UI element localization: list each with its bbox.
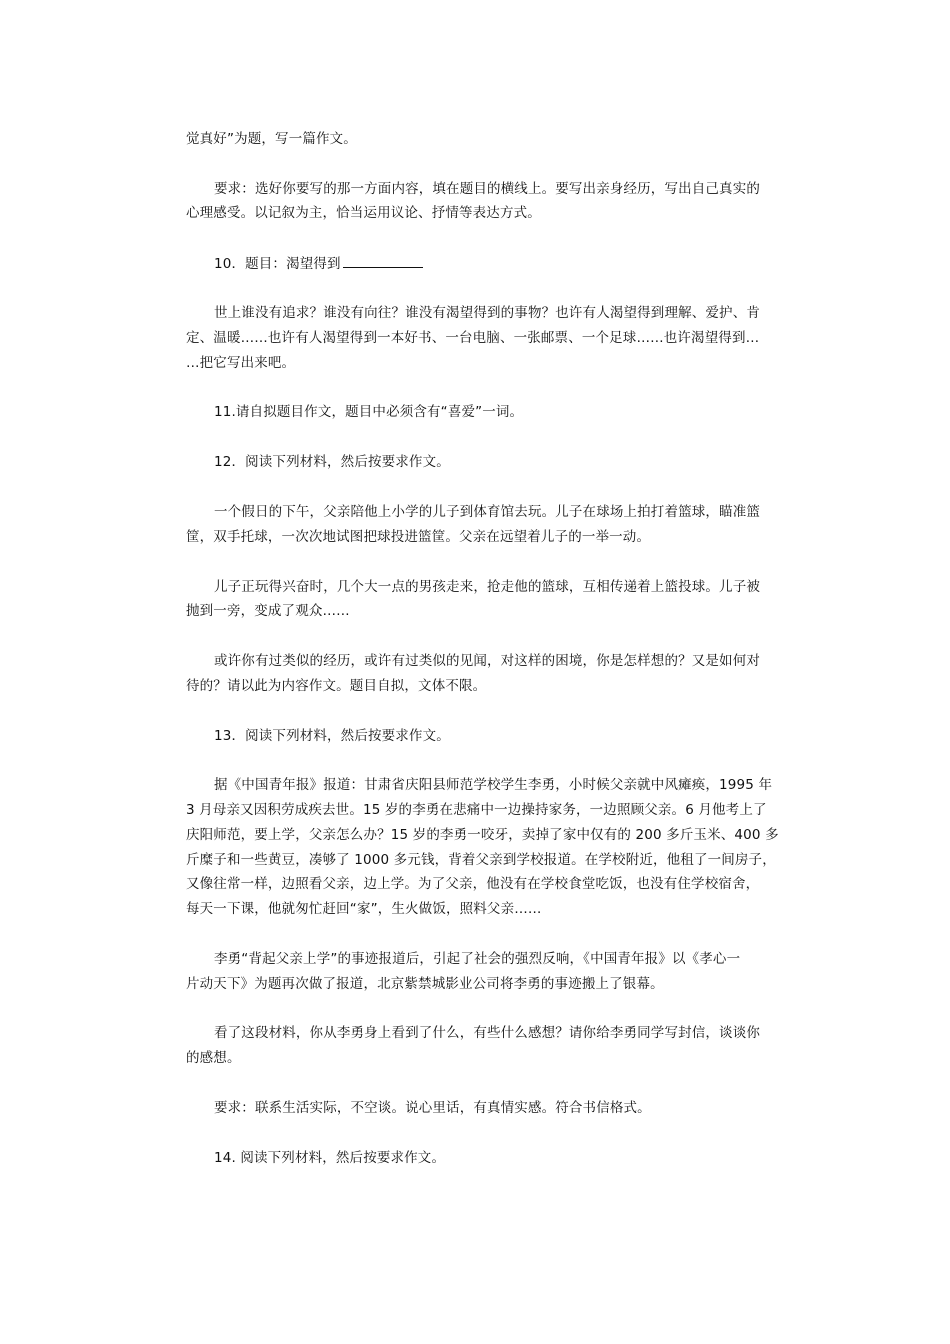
text-line: 3 月母亲又因积劳成疾去世。15 岁的李勇在悲痛中一边操持家务，一边照顾父亲。6 月他考上了 [186,802,767,818]
paragraph-first-line: 儿子正玩得兴奋时，几个大一点的男孩走来，抢走他的篮球，互相传递着上篮投球。儿子被 [214,579,760,595]
text-line: …把它写出来吧。 [186,355,296,371]
question-11: 11.请自拟题目作文，题目中必须含有“喜爱”一词。 [214,404,524,420]
text-line: 觉真好”为题，写一篇作文。 [186,131,357,147]
text-line: 抛到一旁，变成了观众…… [186,603,350,619]
paragraph-first-line: 李勇“背起父亲上学”的事迹报道后，引起了社会的强烈反响，《中国青年报》以《孝心一 [214,951,741,967]
paragraph-first-line: 要求：选好你要写的那一方面内容，填在题目的横线上。要写出亲身经历，写出自己真实的 [214,181,760,197]
text-line: 筐，双手托球，一次次地试图把球投进篮筐。父亲在远望着儿子的一举一动。 [186,529,651,545]
question-10-title [214,253,824,273]
text-line: 心理感受。以记叙为主，恰当运用议论、抒情等表达方式。 [186,205,541,221]
requirements-line: 要求：联系生活实际，不空谈。说心里话，有真情实感。符合书信格式。 [214,1100,651,1116]
question-10-text: 10．题目：渴望得到 [214,256,341,272]
paragraph-first-line: 据《中国青年报》报道：甘肃省庆阳县师范学校学生李勇，小时候父亲就中风瘫痪，1995 年 [214,777,773,793]
question-14-heading: 14. 阅读下列材料，然后按要求作文。 [214,1150,446,1166]
paragraph-first-line: 或许你有过类似的经历，或许有过类似的见闻，对这样的困境，你是怎样想的？又是如何对 [214,653,760,669]
paragraph-first-line: 世上谁没有追求？谁没有向往？谁没有渴望得到的事物？也许有人渴望得到理解、爱护、肯 [214,305,760,321]
text-line: 庆阳师范，要上学，父亲怎么办？15 岁的李勇一咬牙，卖掉了家中仅有的 200 多斤玉米、400 多 [186,827,779,843]
text-line: 的感想。 [186,1050,241,1066]
paragraph-first-line: 一个假日的下午，父亲陪他上小学的儿子到体育馆去玩。儿子在球场上拍打着篮球，瞄准篮 [214,504,760,520]
question-12-heading: 12．阅读下列材料，然后按要求作文。 [214,454,450,470]
text-line: 每天一下课，他就匆忙赶回“家”，生火做饭，照料父亲…… [186,901,542,917]
text-line: 片动天下》为题再次做了报道，北京紫禁城影业公司将李勇的事迹搬上了银幕。 [186,976,664,992]
text-line: 斤糜子和一些黄豆，凑够了 1000 多元钱，背着父亲到学校报道。在学校附近，他租了一间房子， [186,852,776,868]
text-line: 又像往常一样，边照看父亲，边上学。为了父亲，他没有在学校食堂吃饭，也没有住学校宿舍， [186,876,760,892]
text-line: 待的？请以此为内容作文。题目自拟，文体不限。 [186,678,487,694]
question-13-heading: 13．阅读下列材料，然后按要求作文。 [214,728,450,744]
paragraph-first-line: 看了这段材料，你从李勇身上看到了什么，有些什么感想？请你给李勇同学写封信，谈谈你 [214,1025,760,1041]
text-line: 定、温暖……也许有人渴望得到一本好书、一台电脑、一张邮票、一个足球……也许渴望得到… [186,330,760,346]
title-blank-line [343,253,423,268]
